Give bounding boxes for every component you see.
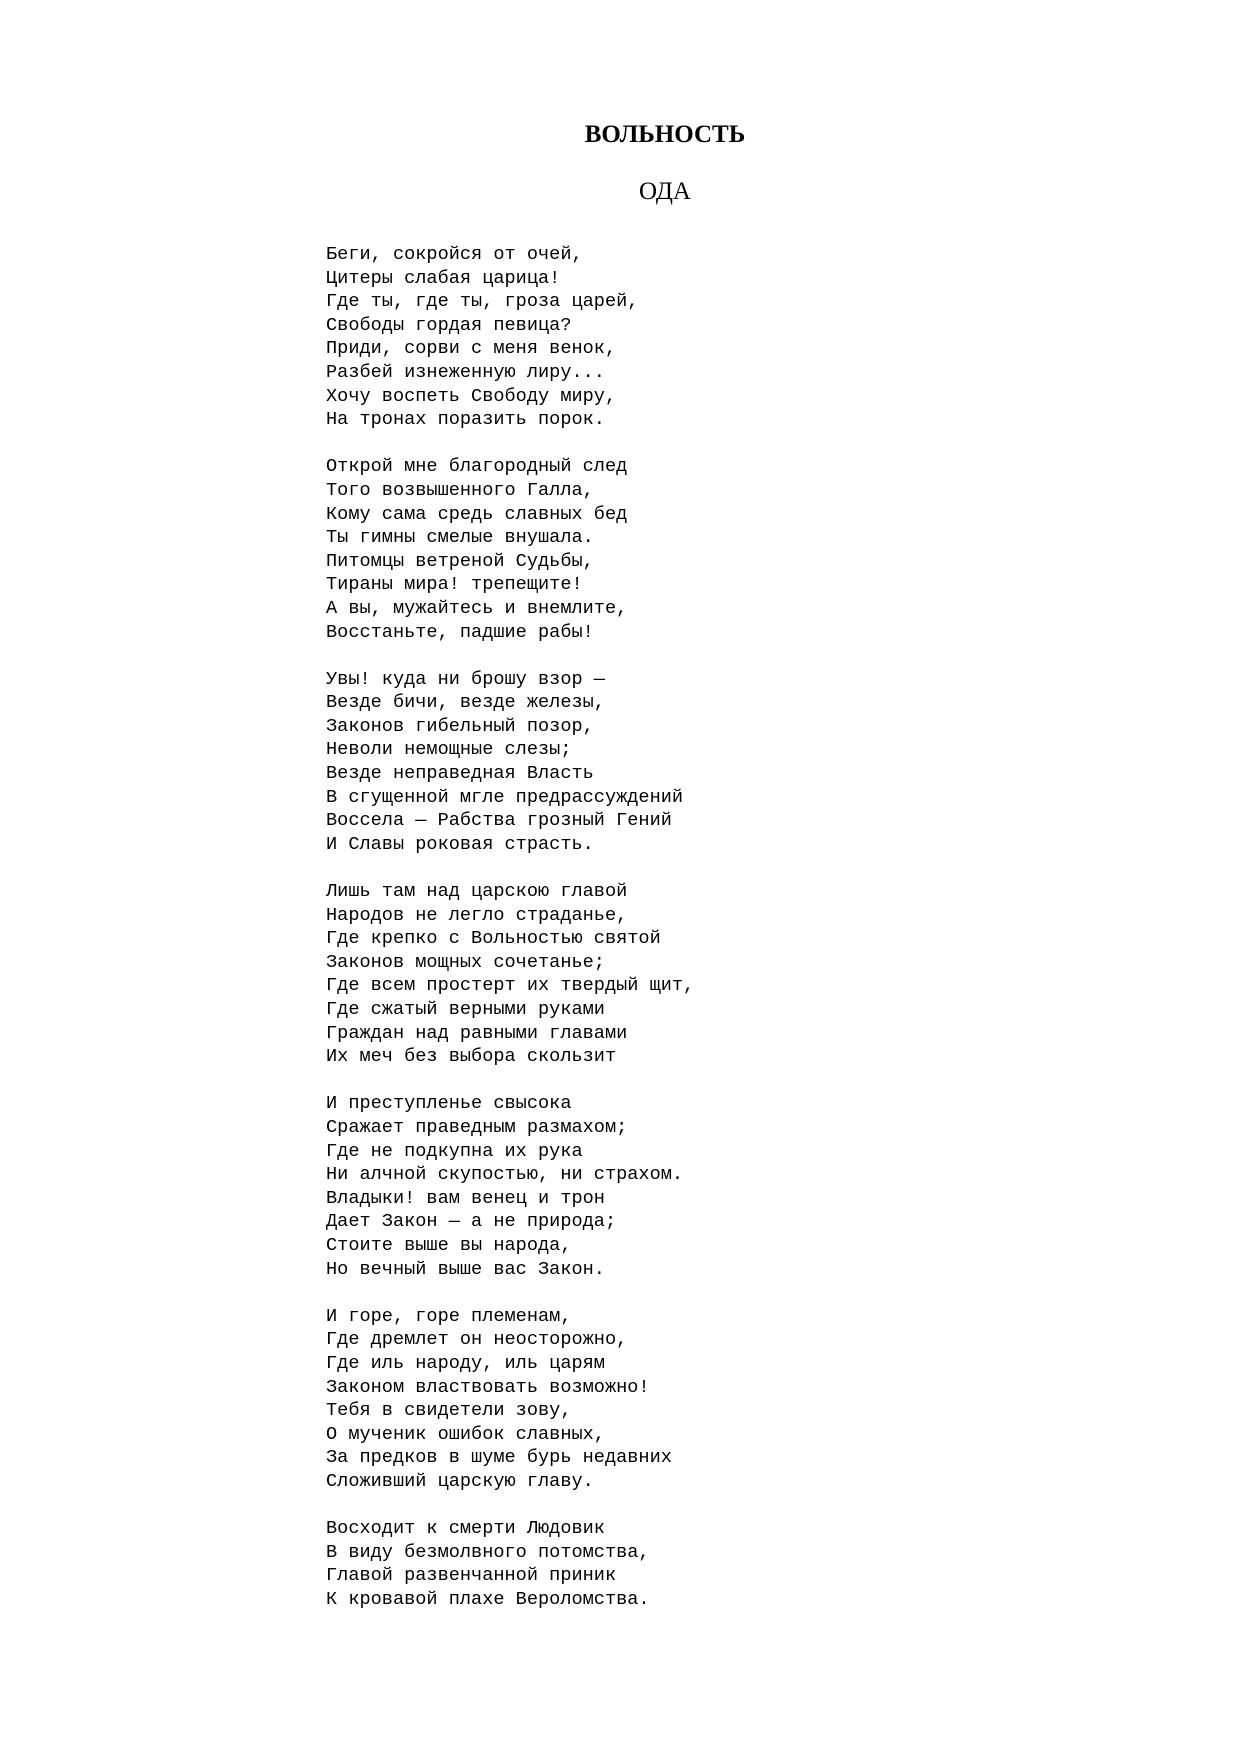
verse-line: Где ты, где ты, гроза царей, (326, 291, 639, 313)
verse-line: Питомцы ветреной Судьбы, (326, 550, 594, 572)
verse-line: Где дремлет он неосторожно, (326, 1329, 628, 1351)
poem-body (326, 243, 1186, 1635)
verse-line: В сгущенной мгле предрассуждений (326, 786, 684, 808)
verse-line: О мученик ошибок славных, (326, 1423, 605, 1445)
stanza (326, 455, 1186, 644)
verse-line: Законов гибельный позор, (326, 715, 594, 737)
verse-line: Тебя в свидетели зову, (326, 1400, 572, 1422)
verse-line: Восстаньте, падшие рабы! (326, 621, 594, 643)
verse-line: Народов не легло страданье, (326, 904, 628, 926)
stanza (326, 243, 1186, 432)
verse-line: Граждан над равными главами (326, 1022, 628, 1044)
verse-line: Где всем простерт их твердый щит, (326, 975, 695, 997)
verse-line: В виду безмолвного потомства, (326, 1541, 650, 1563)
verse-line: Везде неправедная Власть (326, 763, 594, 785)
verse-line: Тираны мира! трепещите! (326, 574, 583, 596)
verse-line: Свободы гордая певица? (326, 314, 572, 336)
verse-line: Где сжатый верными руками (326, 999, 605, 1020)
stanza (326, 668, 1186, 857)
verse-line: Хочу воспеть Свободу миру, (326, 385, 617, 407)
verse-line: Беги, сокройся от очей, (326, 244, 583, 265)
verse-line: Главой развенчанной приник (326, 1565, 617, 1587)
verse-line: А вы, мужайтесь и внемлите, (326, 597, 628, 619)
verse-line: И горе, горе племенам, (326, 1305, 572, 1327)
verse-line: За предков в шуме бурь недавних (326, 1447, 672, 1469)
verse-line: Законов мощных сочетанье; (326, 951, 605, 973)
verse-line: Где не подкупна их рука (326, 1140, 583, 1162)
verse-line: Кому сама средь славных бед (326, 503, 628, 525)
verse-line: К кровавой плахе Вероломства. (326, 1588, 650, 1610)
verse-line: Где иль народу, иль царям (326, 1352, 605, 1374)
verse-line: Их меч без выбора скользит (326, 1046, 617, 1068)
verse-line: Увы! куда ни брошу взор — (326, 668, 605, 690)
verse-line: Владыки! вам венец и трон (326, 1187, 605, 1209)
verse-line: Разбей изнеженную лиру... (326, 361, 605, 383)
verse-line: И Славы роковая страсть. (326, 833, 594, 855)
verse-line: Дает Закон — а не природа; (326, 1211, 617, 1233)
verse-line: Лишь там над царскою главой (326, 881, 628, 903)
verse-line: Восходит к смерти Людовик (326, 1518, 605, 1540)
page-title: ВОЛЬНОСТЬ (584, 121, 746, 148)
verse-line: Сражает праведным размахом; (326, 1116, 628, 1138)
verse-line: Ни алчной скупостью, ни страхом. (326, 1164, 684, 1186)
verse-line: На тронах поразить порок. (326, 409, 605, 431)
verse-line: Того возвышенного Галла, (326, 479, 594, 501)
verse-line: Но вечный выше вас Закон. (326, 1258, 605, 1280)
verse-line: Законом властвовать возможно! (326, 1376, 650, 1398)
verse-line: Открой мне благородный след (326, 456, 628, 478)
stanza (326, 1092, 1186, 1281)
verse-line: Везде бичи, везде железы, (326, 692, 605, 714)
verse-line: Приди, сорви с меня венок, (326, 338, 617, 360)
verse-line: Неволи немощные слезы; (326, 739, 572, 761)
stanza (326, 1517, 1186, 1611)
verse-line: Цитеры слабая царица! (326, 267, 561, 289)
verse-line: Воссела — Рабства грозный Гений (326, 810, 672, 832)
verse-line: Стоите выше вы народа, (326, 1234, 572, 1256)
stanza (326, 1305, 1186, 1494)
verse-line: Сложивший царскую главу. (326, 1470, 594, 1492)
stanza (326, 880, 1186, 1069)
verse-line: Ты гимны смелые внушала. (326, 527, 594, 549)
page-subtitle: ОДА (639, 178, 691, 205)
verse-line: Где крепко с Вольностью святой (326, 928, 661, 950)
verse-line: И преступленье свысока (326, 1093, 572, 1115)
